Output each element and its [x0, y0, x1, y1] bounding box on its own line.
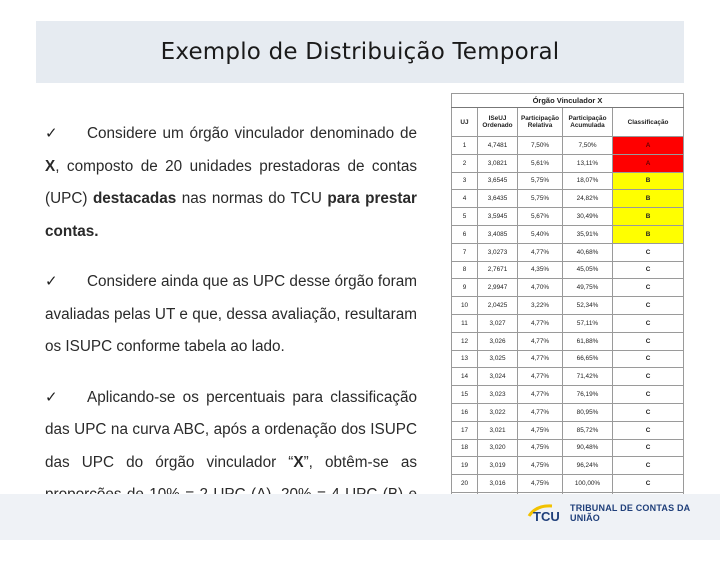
table-cell: 4,75% — [518, 475, 563, 493]
table-title: Órgão Vinculador X — [452, 94, 684, 108]
table-row — [452, 137, 684, 155]
table-cell: 14 — [452, 368, 478, 386]
table-cell: 3,025 — [478, 350, 518, 368]
table-cell: 30,49% — [563, 208, 613, 226]
table-cell: 16 — [452, 403, 478, 421]
table-cell: 3,020 — [478, 439, 518, 457]
classification-table-wrapper — [451, 93, 683, 509]
table-cell: 2,7671 — [478, 261, 518, 279]
table-cell: 18,07% — [563, 172, 613, 190]
table-cell: 57,11% — [563, 314, 613, 332]
table-row — [452, 457, 684, 475]
table-cell: 4,77% — [518, 368, 563, 386]
table-cell: 52,34% — [563, 297, 613, 315]
table-cell: 11 — [452, 314, 478, 332]
table-cell: 4,77% — [518, 386, 563, 404]
table-cell: 4,77% — [518, 314, 563, 332]
table-cell: 13,11% — [563, 154, 613, 172]
table-row — [452, 368, 684, 386]
table-cell: 6 — [452, 225, 478, 243]
classification-cell: A — [613, 137, 684, 155]
classification-cell: C — [613, 439, 684, 457]
classification-cell: C — [613, 457, 684, 475]
column-header: Participação Acumulada — [563, 108, 613, 137]
classification-cell: C — [613, 475, 684, 493]
table-header-row — [452, 108, 684, 137]
table-cell: 3,5945 — [478, 208, 518, 226]
classification-table — [451, 93, 684, 509]
table-body — [452, 137, 684, 493]
table-row — [452, 154, 684, 172]
checkmark-icon: ✓ — [45, 125, 58, 142]
classification-cell: B — [613, 208, 684, 226]
table-row — [452, 332, 684, 350]
table-cell: 96,24% — [563, 457, 613, 475]
paragraph-2: ✓ Considere ainda que as UPC desse órgão foram avaliadas pelas UT e que, dessa avaliação, resultaram os ISUPC conforme tabela ao lado. — [45, 266, 417, 364]
table-cell: 45,05% — [563, 261, 613, 279]
table-cell: 5 — [452, 208, 478, 226]
table-cell: 4,77% — [518, 332, 563, 350]
classification-cell: B — [613, 190, 684, 208]
table-cell: 71,42% — [563, 368, 613, 386]
table-cell: 3,6545 — [478, 172, 518, 190]
table-cell: 2,9947 — [478, 279, 518, 297]
table-cell: 4,70% — [518, 279, 563, 297]
table-cell: 35,91% — [563, 225, 613, 243]
table-row — [452, 208, 684, 226]
table-row — [452, 261, 684, 279]
table-cell: 3,024 — [478, 368, 518, 386]
table-cell: 3 — [452, 172, 478, 190]
table-cell: 3,6435 — [478, 190, 518, 208]
column-header: Classificação — [613, 108, 684, 137]
table-row — [452, 172, 684, 190]
table-row — [452, 297, 684, 315]
table-cell: 13 — [452, 350, 478, 368]
classification-cell: C — [613, 332, 684, 350]
table-cell: 18 — [452, 439, 478, 457]
table-cell: 7,50% — [518, 137, 563, 155]
table-cell: 2 — [452, 154, 478, 172]
table-cell: 12 — [452, 332, 478, 350]
classification-cell: B — [613, 225, 684, 243]
classification-cell: A — [613, 154, 684, 172]
title-bar — [36, 21, 684, 83]
table-row — [452, 314, 684, 332]
table-cell: 3,021 — [478, 421, 518, 439]
classification-cell: C — [613, 350, 684, 368]
table-cell: 3,22% — [518, 297, 563, 315]
table-cell: 3,027 — [478, 314, 518, 332]
table-cell: 17 — [452, 421, 478, 439]
table-cell: 20 — [452, 475, 478, 493]
table-cell: 9 — [452, 279, 478, 297]
classification-cell: C — [613, 243, 684, 261]
tcu-logo-mark — [528, 502, 562, 524]
table-row — [452, 386, 684, 404]
classification-cell: C — [613, 297, 684, 315]
table-cell: 5,67% — [518, 208, 563, 226]
table-cell: 80,95% — [563, 403, 613, 421]
classification-cell: C — [613, 368, 684, 386]
table-cell: 4,77% — [518, 350, 563, 368]
table-row — [452, 475, 684, 493]
table-cell: 5,75% — [518, 190, 563, 208]
table-cell: 4,77% — [518, 403, 563, 421]
table-cell: 3,016 — [478, 475, 518, 493]
table-cell: 10 — [452, 297, 478, 315]
table-row — [452, 190, 684, 208]
table-cell: 4,75% — [518, 439, 563, 457]
table-cell: 2,0425 — [478, 297, 518, 315]
table-cell: 76,19% — [563, 386, 613, 404]
classification-cell: C — [613, 261, 684, 279]
page-title: Exemplo de Distribuição Temporal — [160, 39, 560, 65]
table-cell: 7,50% — [563, 137, 613, 155]
classification-cell: B — [613, 172, 684, 190]
table-row — [452, 350, 684, 368]
table-cell: 85,72% — [563, 421, 613, 439]
table-cell: 4,75% — [518, 421, 563, 439]
column-header: UJ — [452, 108, 478, 137]
classification-cell: C — [613, 403, 684, 421]
table-cell: 3,0273 — [478, 243, 518, 261]
table-cell: 61,88% — [563, 332, 613, 350]
paragraph-1: ✓ Considere um órgão vinculador denominado de X, composto de 20 unidades prestadoras de contas (UPC) destacadas nas normas do TCU para prestar contas. — [45, 118, 417, 248]
tcu-logo-mark-text: TCU — [533, 509, 560, 524]
table-cell: 15 — [452, 386, 478, 404]
table-cell: 4,75% — [518, 457, 563, 475]
table-cell: 3,0821 — [478, 154, 518, 172]
table-cell: 3,4085 — [478, 225, 518, 243]
table-cell: 24,82% — [563, 190, 613, 208]
table-cell: 66,65% — [563, 350, 613, 368]
classification-cell: C — [613, 279, 684, 297]
table-cell: 8 — [452, 261, 478, 279]
checkmark-icon: ✓ — [45, 273, 58, 290]
table-row — [452, 243, 684, 261]
table-cell: 5,40% — [518, 225, 563, 243]
table-cell: 49,75% — [563, 279, 613, 297]
table-cell: 19 — [452, 457, 478, 475]
table-cell: 7 — [452, 243, 478, 261]
tcu-logo — [528, 502, 720, 524]
column-header: ISeUJ Ordenado — [478, 108, 518, 137]
table-cell: 3,022 — [478, 403, 518, 421]
table-cell: 90,48% — [563, 439, 613, 457]
table-row — [452, 421, 684, 439]
table-cell: 100,00% — [563, 475, 613, 493]
tcu-logo-text: TRIBUNAL DE CONTAS DA UNIÃO — [570, 503, 691, 523]
table-cell: 4,7481 — [478, 137, 518, 155]
table-row — [452, 279, 684, 297]
table-cell: 4,77% — [518, 243, 563, 261]
table-cell: 40,68% — [563, 243, 613, 261]
classification-cell: C — [613, 386, 684, 404]
table-cell: 1 — [452, 137, 478, 155]
table-cell: 3,019 — [478, 457, 518, 475]
table-row — [452, 403, 684, 421]
tcu-emblem-icon — [528, 502, 562, 524]
table-cell: 5,75% — [518, 172, 563, 190]
table-cell: 3,026 — [478, 332, 518, 350]
classification-cell: C — [613, 421, 684, 439]
table-cell: 4,35% — [518, 261, 563, 279]
paragraph-3: ✓ Aplicando-se os percentuais para classificação das UPC na curva ABC, após a ordenação dos ISUPC das UPC do órgão vinculador “X”, obtêm-se as — [45, 382, 417, 545]
table-row — [452, 439, 684, 457]
classification-cell: C — [613, 314, 684, 332]
checkmark-icon: ✓ — [45, 388, 58, 406]
table-cell: 5,61% — [518, 154, 563, 172]
table-cell: 3,023 — [478, 386, 518, 404]
column-header: Participação Relativa — [518, 108, 563, 137]
table-row — [452, 225, 684, 243]
table-cell: 4 — [452, 190, 478, 208]
